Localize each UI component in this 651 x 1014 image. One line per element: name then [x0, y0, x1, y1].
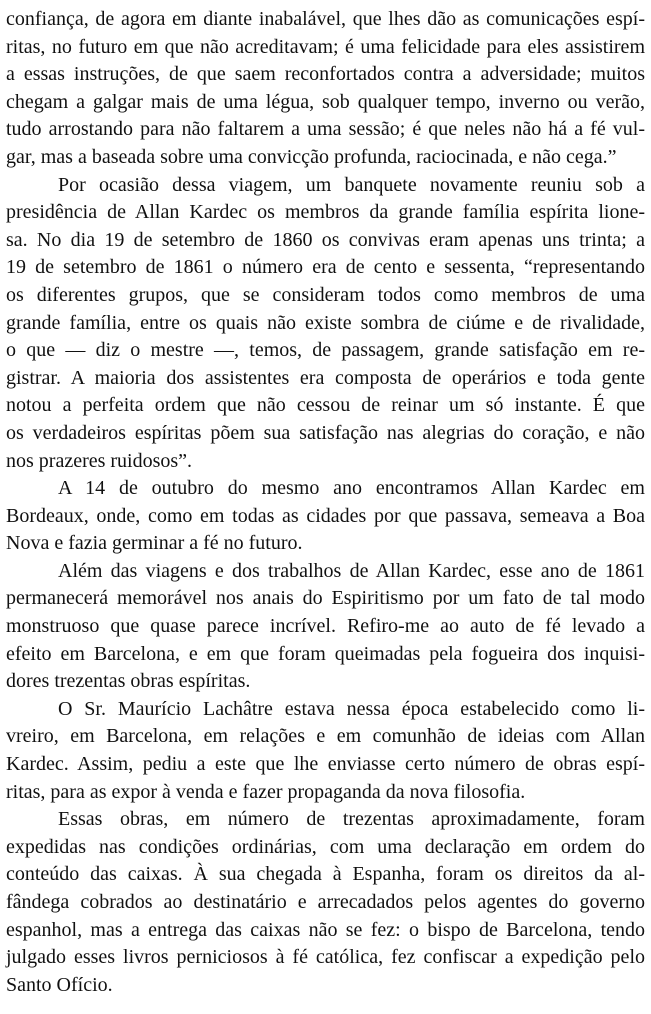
text-line: efeito em Barcelona, e em que foram queimadas pela fogueira dos inquisi-: [6, 642, 645, 665]
text-line: presidência de Allan Kardec os membros da grande família espírita lione-: [6, 201, 645, 224]
text-line: 19 de setembro de 1861 o número era de cento e sessenta, “representando: [6, 256, 645, 279]
text-line: gar, mas a baseada sobre uma convicção profunda, raciocinada, e não cega.”: [6, 145, 617, 168]
text-line: ritas, para as expor à venda e fazer propaganda da nova filosofia.: [6, 780, 526, 803]
text-line: Santo Ofício.: [6, 973, 113, 996]
text-line: vreiro, em Barcelona, em relações e em comunhão de ideias com Allan: [6, 725, 645, 748]
paragraph: [6, 558, 645, 696]
text-line: conteúdo das caixas. À sua chegada à Espanha, foram os direitos da al-: [6, 863, 645, 886]
text-line: a essas instruções, de que saem reconfortados contra a adversidade; muitos: [6, 63, 645, 86]
paragraph: [6, 696, 645, 806]
text-line: sa. No dia 19 de setembro de 1860 os convivas eram apenas uns trinta; a: [6, 228, 645, 251]
text-line: os verdadeiros espíritas põem sua satisfação nas alegrias do coração, e não: [6, 421, 645, 444]
text-line: grande família, entre os quais não existe sombra de ciúme e de rivalidade,: [6, 311, 645, 334]
paragraph: [6, 6, 645, 172]
text-line: expedidas nas condições ordinárias, com uma declaração em ordem do: [6, 835, 645, 858]
text-line: Por ocasião dessa viagem, um banquete novamente reuniu sob a: [58, 173, 645, 196]
text-line: chegam a galgar mais de uma légua, sob qualquer tempo, inverno ou verão,: [6, 90, 645, 113]
text-line: tudo arrostando para não faltarem a uma sessão; é que neles não há a fé vul-: [6, 118, 645, 141]
text-line: fândega cobrados ao destinatário e arrecadados pelos agentes do governo: [6, 891, 645, 913]
text-body: [6, 6, 645, 999]
text-line: O Sr. Maurício Lachâtre estava nessa época estabelecido como li-: [58, 697, 645, 720]
text-line: ritas, no futuro em que não acreditavam; é uma felicidade para eles assistirem: [6, 35, 645, 58]
text-line: julgado esses livros perniciosos à fé católica, fez confiscar a expedição pelo: [6, 946, 645, 969]
text-line: os diferentes grupos, que se consideram todos como membros de uma: [6, 283, 645, 306]
text-line: monstruoso que quase parece incrível. Refiro-me ao auto de fé levado a: [6, 615, 645, 638]
text-line: nos prazeres ruidosos”.: [6, 449, 193, 472]
text-line: gistrar. A maioria dos assistentes era composta de operários e toda gente: [6, 366, 645, 389]
paragraph: [6, 475, 645, 558]
paragraph: [6, 172, 645, 476]
text-line: dores trezentas obras espíritas.: [6, 670, 251, 693]
text-line: espanhol, mas a entrega das caixas não se fez: o bispo de Barcelona, tendo: [6, 918, 645, 941]
text-line: Bordeaux, onde, como em todas as cidades por que passava, semeava a Boa: [6, 504, 645, 527]
text-line: Essas obras, em número de trezentas aproximadamente, foram: [58, 808, 645, 831]
text-line: Nova e fazia germinar a fé no futuro.: [6, 532, 303, 555]
paragraph: [6, 806, 645, 999]
text-line: A 14 de outubro do mesmo ano encontramos Allan Kardec em: [58, 477, 645, 500]
text-line: Kardec. Assim, pediu a este que lhe enviasse certo número de obras espí-: [6, 753, 645, 776]
text-line: permanecerá memorável nos anais do Espiritismo por um fato de tal modo: [6, 587, 645, 610]
text-line: o que — diz o mestre —, temos, de passagem, grande satisfação em re-: [6, 339, 645, 362]
text-line: confiança, de agora em diante inabalável, que lhes dão as comunicações espí-: [6, 8, 645, 30]
text-line: notou a perfeita ordem que não cessou de reinar um só instante. É que: [6, 394, 645, 417]
text-line: Além das viagens e dos trabalhos de Allan Kardec, esse ano de 1861: [58, 559, 645, 582]
